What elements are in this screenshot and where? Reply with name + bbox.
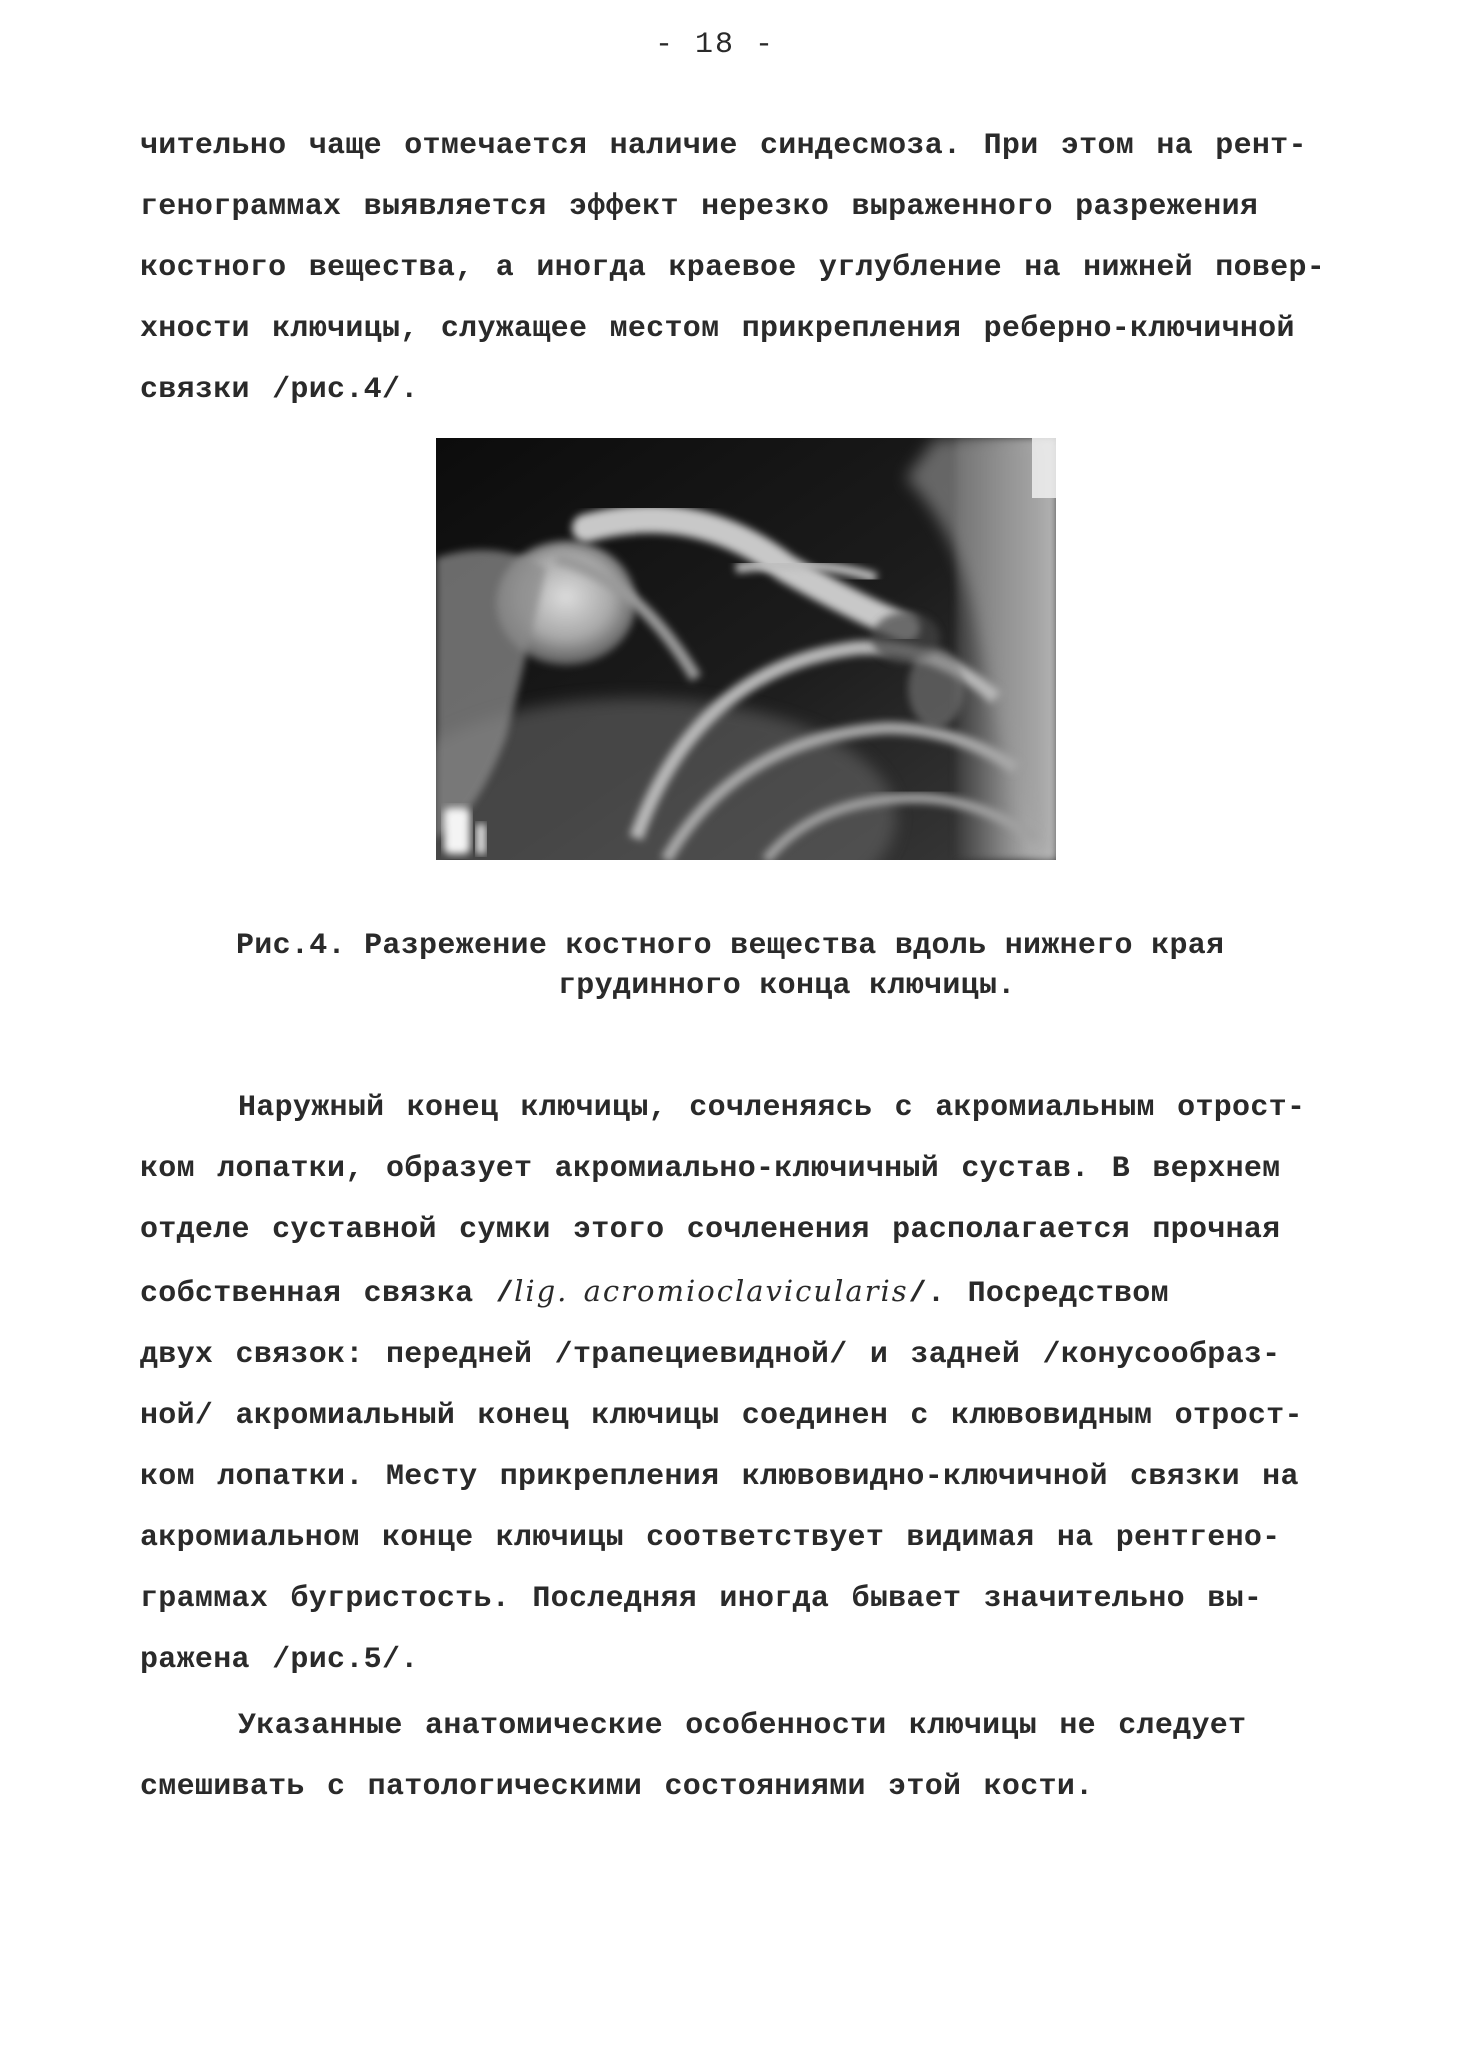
text-fragment: /. Посредством [908, 1277, 1169, 1311]
caption-line: Рис.4. Разрежение костного вещества вдоль нижнего края [236, 929, 1225, 963]
caption-line: грудинного конца ключицы. [558, 969, 1016, 1003]
text-line: граммах бугристость. Последняя иногда бывает значительно вы- [140, 1582, 1263, 1616]
text-line-with-latin-term [140, 1261, 1320, 1325]
page-number: - 18 - [654, 28, 776, 62]
text-line: связки /рис.4/. [140, 373, 419, 407]
paragraph-2 [140, 1078, 1320, 1691]
text-line: ком лопатки. Месту прикрепления клювовидно-ключичной связки на [140, 1460, 1299, 1494]
text-line: акромиальном конце ключицы соответствует видимая на рентгено- [140, 1521, 1281, 1555]
text-line: костного вещества, а иногда краевое углубление на нижней повер- [140, 251, 1326, 285]
text-line: ком лопатки, образует акромиально-ключичный сустав. В верхнем [140, 1152, 1281, 1186]
text-line: двух связок: передней /трапециевидной/ и задней /конусообраз- [140, 1338, 1281, 1372]
text-line: ной/ акромиальный конец ключицы соединен с клювовидным отрост- [140, 1399, 1303, 1433]
text-line: ражена /рис.5/. [140, 1643, 419, 1677]
text-fragment: собственная связка / [140, 1277, 515, 1311]
text-line: Наружный конец ключицы, сочленяясь с акромиальным отрост- [238, 1091, 1306, 1125]
text-line: чительно чаще отмечается наличие синдесмоза. При этом на рент- [140, 129, 1307, 163]
text-line: генограммах выявляется эффект нерезко выраженного разрежения [140, 190, 1259, 224]
text-line: хности ключицы, служащее местом прикрепления реберно-ключичной [140, 312, 1295, 346]
handwritten-latin-term: lig. acromioclavicularis [514, 1274, 909, 1308]
text-line: смешивать с патологическими состояниями этой кости. [140, 1770, 1094, 1804]
xray-figure-image [436, 438, 1056, 860]
text-line: Указанные анатомические особенности ключицы не следует [238, 1709, 1247, 1743]
paragraph-3 [140, 1696, 1320, 1818]
figure-caption [236, 926, 1256, 1006]
text-line: отделе суставной сумки этого сочленения располагается прочная [140, 1213, 1281, 1247]
paragraph-1 [140, 116, 1326, 421]
